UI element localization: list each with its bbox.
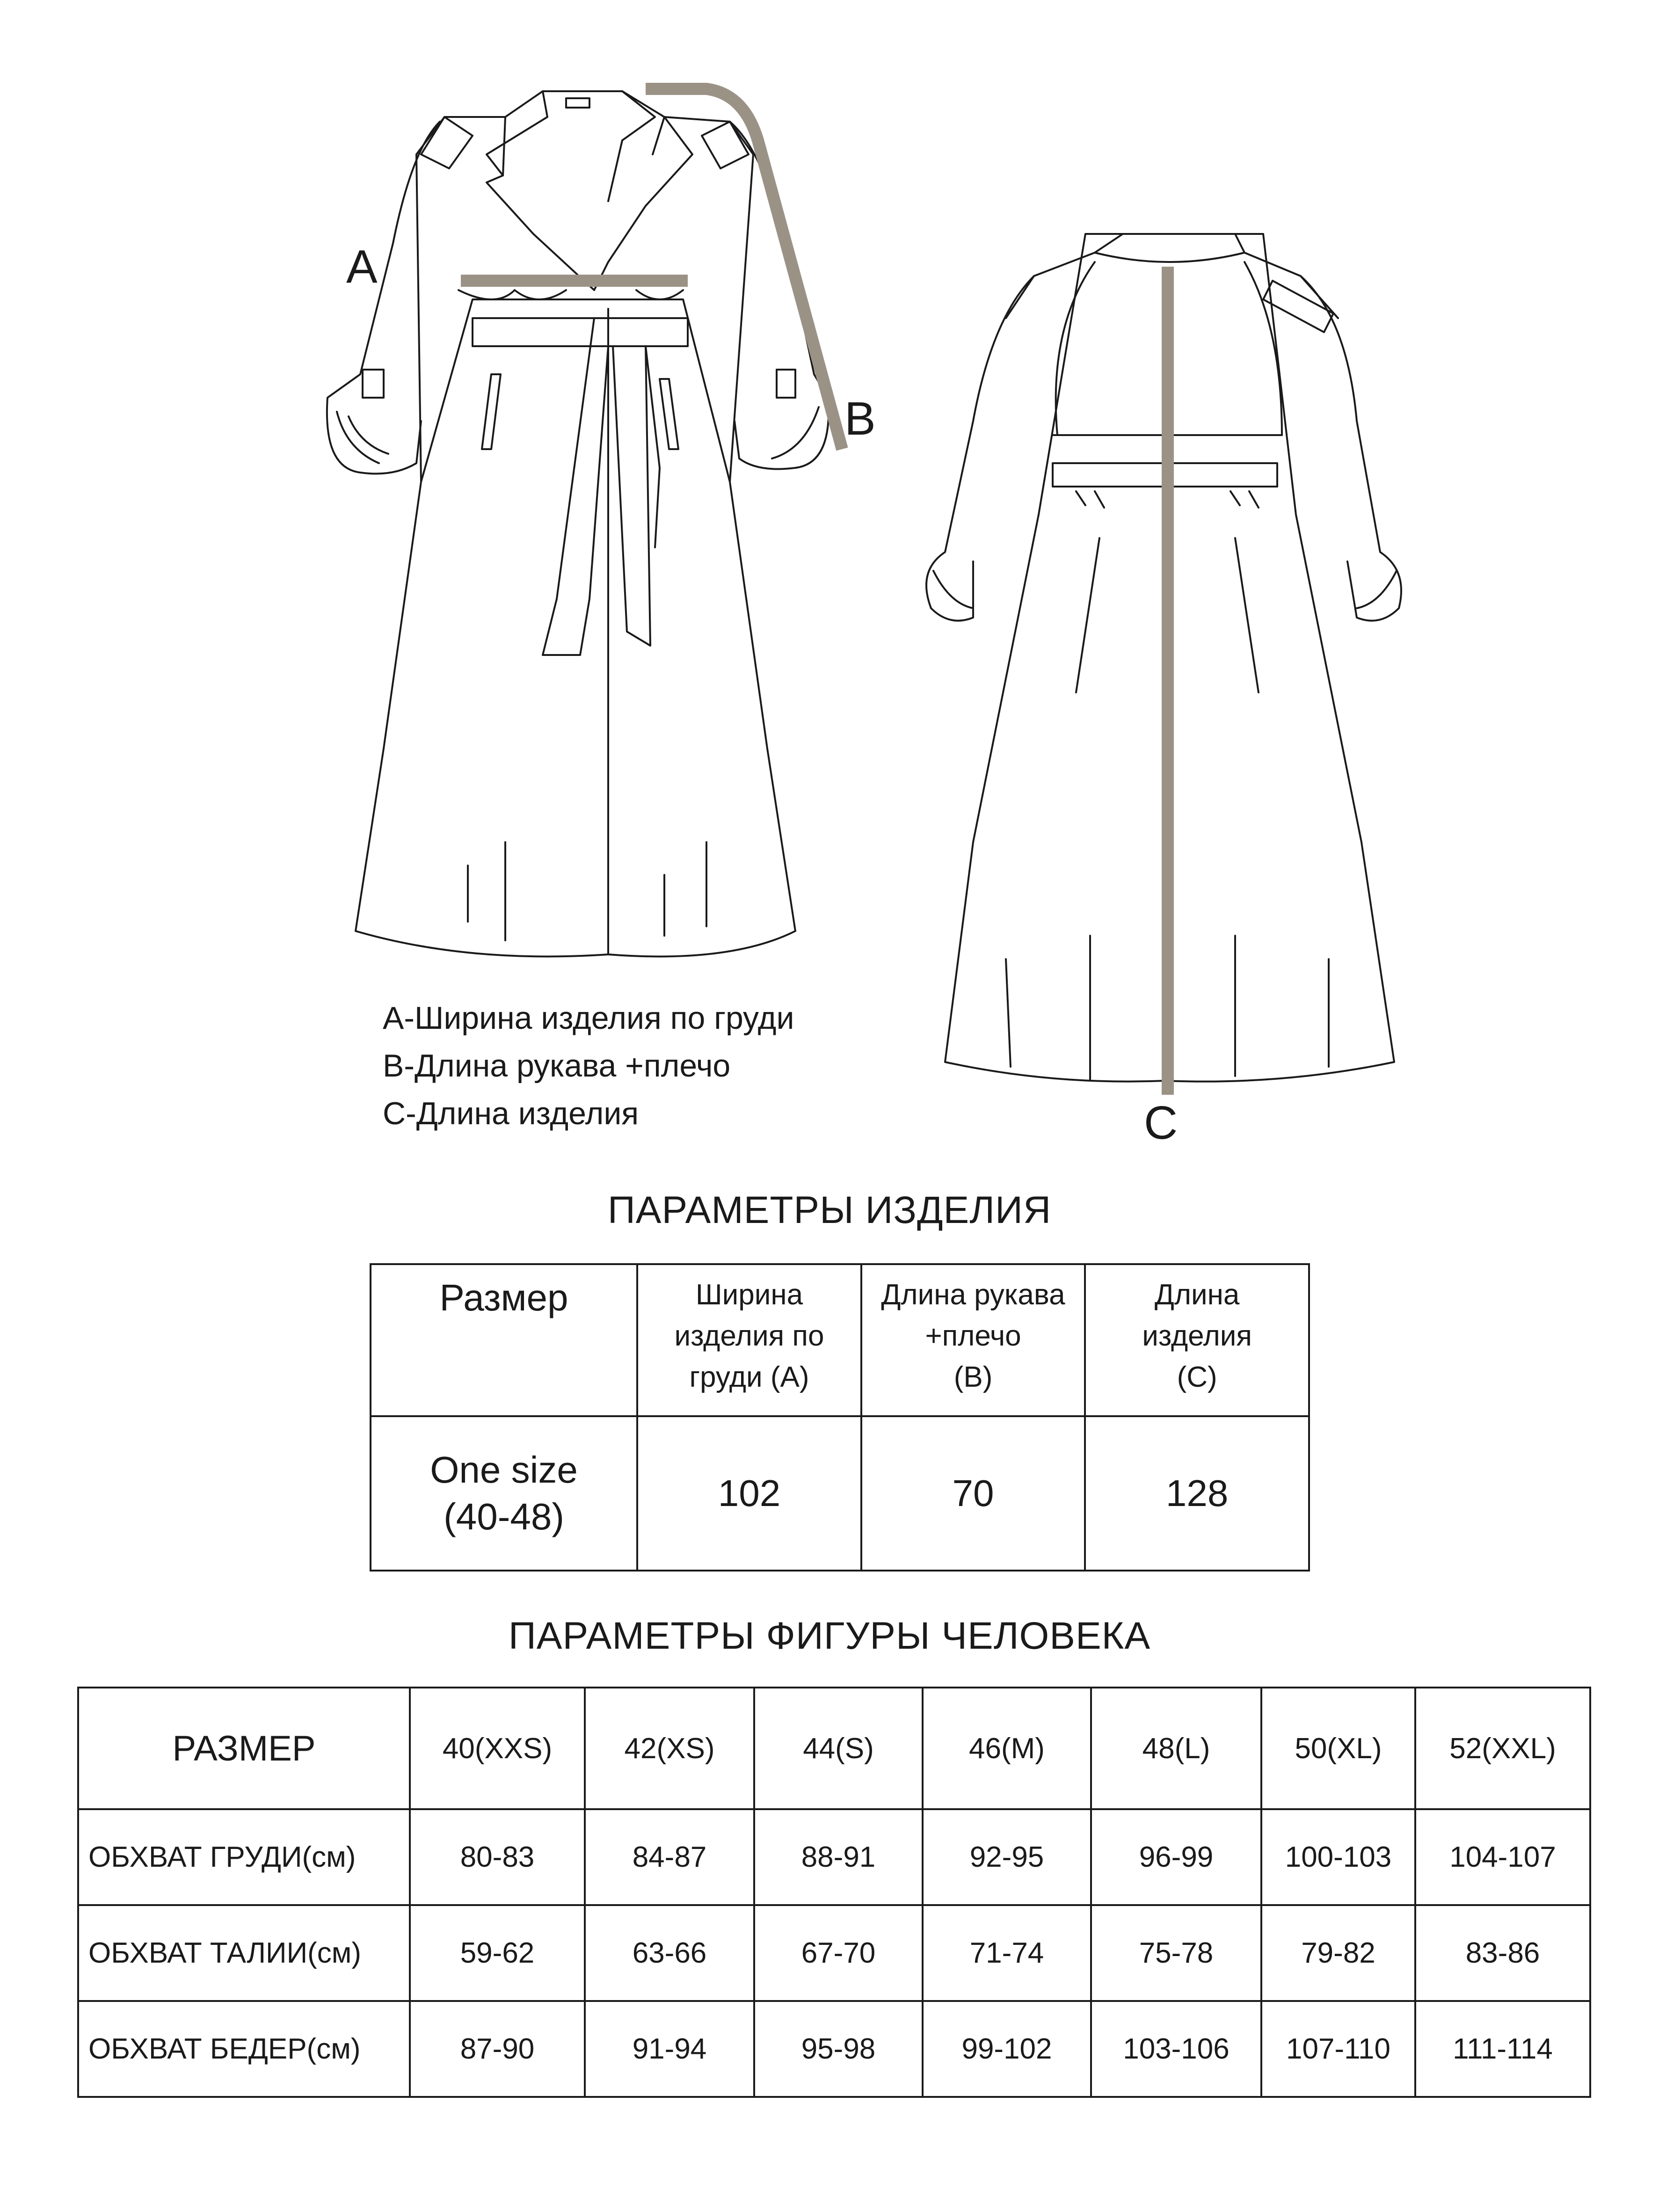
waist-value: 83-86: [1415, 1905, 1590, 2001]
product-params-title: ПАРАМЕТРЫ ИЗДЕЛИЯ: [607, 1189, 1052, 1231]
waist-value: 71-74: [923, 1905, 1091, 2001]
front-view-sketch: [327, 91, 829, 956]
body-params-title: ПАРАМЕТРЫ ФИГУРЫ ЧЕЛОВЕКА: [508, 1615, 1151, 1657]
sleeve-value: 70: [861, 1416, 1085, 1571]
table-row: [78, 1688, 1590, 1809]
bust-value: 96-99: [1091, 1809, 1261, 1905]
hips-value: 107-110: [1261, 2001, 1415, 2097]
hips-value: 95-98: [754, 2001, 923, 2097]
size-40: 40(XXS): [410, 1688, 585, 1809]
waist-label: ОБХВАТ ТАЛИИ(см): [78, 1905, 410, 2001]
size-50: 50(XL): [1261, 1688, 1415, 1809]
bust-value: 84-87: [585, 1809, 754, 1905]
measure-line-b: [646, 89, 842, 449]
legend-item-a: A-Ширина изделия по груди: [383, 1000, 794, 1036]
bust-value: 104-107: [1415, 1809, 1590, 1905]
size-44: 44(S): [754, 1688, 923, 1809]
size-46: 46(M): [923, 1688, 1091, 1809]
body-params-table: [77, 1687, 1591, 2098]
hips-value: 91-94: [585, 2001, 754, 2097]
size-value: One size (40-48): [371, 1416, 637, 1571]
size-42: 42(XS): [585, 1688, 754, 1809]
bust-value: 100-103: [1261, 1809, 1415, 1905]
width-header: Ширина изделия по груди (A): [637, 1264, 861, 1416]
table-row: [371, 1416, 1309, 1571]
size-48: 48(L): [1091, 1688, 1261, 1809]
hips-value: 87-90: [410, 2001, 585, 2097]
size-header: Размер: [371, 1264, 637, 1416]
product-params-table: [370, 1263, 1310, 1572]
marker-a: A: [346, 240, 378, 293]
waist-value: 67-70: [754, 1905, 923, 2001]
table-row: [78, 2001, 1590, 2097]
size-label: РАЗМЕР: [78, 1688, 410, 1809]
size-52: 52(XXL): [1415, 1688, 1590, 1809]
hips-value: 99-102: [923, 2001, 1091, 2097]
hips-value: 103-106: [1091, 2001, 1261, 2097]
bust-label: ОБХВАТ ГРУДИ(см): [78, 1809, 410, 1905]
legend-item-c: C-Длина изделия: [383, 1096, 639, 1131]
hips-label: ОБХВАТ БЕДЕР(см): [78, 2001, 410, 2097]
sleeve-header: Длина рукава +плечо (B): [861, 1264, 1085, 1416]
length-header: Длина изделия (C): [1085, 1264, 1309, 1416]
waist-value: 63-66: [585, 1905, 754, 2001]
measurement-legend: [383, 994, 794, 1137]
hips-value: 111-114: [1415, 2001, 1590, 2097]
length-value: 128: [1085, 1416, 1309, 1571]
bust-value: 88-91: [754, 1809, 923, 1905]
marker-b: B: [844, 393, 876, 445]
table-row: [78, 1809, 1590, 1905]
waist-value: 79-82: [1261, 1905, 1415, 2001]
legend-item-b: B-Длина рукава +плечо: [383, 1048, 731, 1084]
bust-value: 92-95: [923, 1809, 1091, 1905]
width-value: 102: [637, 1416, 861, 1571]
measurement-lines: [461, 89, 1168, 1095]
bust-value: 80-83: [410, 1809, 585, 1905]
waist-value: 59-62: [410, 1905, 585, 2001]
marker-c: C: [1144, 1097, 1178, 1149]
waist-value: 75-78: [1091, 1905, 1261, 2001]
table-row: [78, 1905, 1590, 2001]
table-row: [371, 1264, 1309, 1416]
